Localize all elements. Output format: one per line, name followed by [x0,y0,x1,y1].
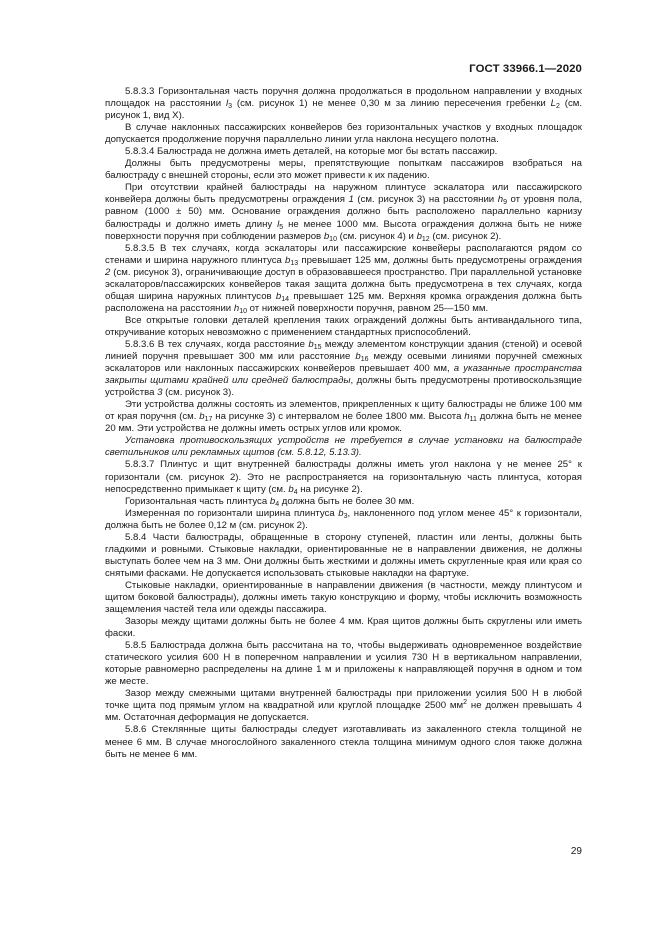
paragraph-5-8-3-4: 5.8.3.4 Балюстрада не должна иметь деталей, на которые мог бы встать пассажир. [125,146,498,158]
paragraph: Все открытые головки деталей крепления таких ограждений должны быть антивандального типа, откручивание которых невозможно с применением стандартных приспособлений. [105,314,582,338]
paragraph-5-8-5: 5.8.5 Балюстрада должна быть рассчитана на то, чтобы выдерживать одновременное воздействие статического усилия 600 Н в поперечном направлении и усилия 730 Н в вертикальном направлении, которые равномерно распределены на длине 1 м и приложены к направляющей поручня в одном и том же месте. [105,640,582,688]
paragraph-5-8-6: 5.8.6 Стеклянные щиты балюстрады следует изготавливать из закаленного стекла толщиной не менее 6 мм. В случае многослойного закаленного стекла толщина минимум одного слоя также должна быть не менее 6 мм. [105,724,582,760]
paragraph: Эти устройства должны состоять из элементов, прикрепленных к щиту балюстрады не ближе 100 мм от края поручня (см. $b_{17}$ на рисунке 3) с интервалом не более 1800 мм. Высота $h_{11}$ должна быть не менее 20 мм. Эти устройства не должны иметь острых углов или кромок. [105,399,582,435]
paragraph-5-8-3-3: 5.8.3.3 Горизонтальная часть поручня должна продолжаться в продольном направлении у входных площадок на расстоянии $l_3$ (см. рисунок 1) не менее 0,30 м за линию пересечения гребенки $L_2$ (см. рисунок 1, вид Х). [105,86,583,122]
paragraph: Измеренная по горизонтали ширина плинтуса $b_3$, наклоненного под углом менее 45° к горизонтали, должна быть не более 0,12 м (см. рисунок 2). [105,507,582,531]
paragraph-5-8-4: 5.8.4 Части балюстрады, обращенные в сторону ступеней, пластин или ленты, должны быть гладкими и ровными. Стыковые накладки, ориентированные не в направлении движения, не должны выступать более чем на 3 мм. Они должны быть жесткими и должны иметь скругленные края или края со снятыми фасками. Не допускается использовать стыковые накладки на фартуке. [105,531,582,579]
paragraph: Зазор между смежными щитами внутренней балюстрады при приложении усилия 500 Н в любой точке щита под прямым углом на квадратной или круглой площадке 2500 $мм^2$ не должен превышать 4 мм. Остаточная деформация не допускается. [105,688,583,724]
paragraph: Зазоры между щитами должны быть не более 4 мм. Края щитов должны быть скруглены или иметь фаски. [105,616,582,640]
paragraph-5-8-3-6: 5.8.3.6 В тех случаях, когда расстояние $b_{15}$ между элементом конструкции здания (стеной) и осевой линией поручня превышает 300 мм или расстояние $b_{16}$ между осевыми линиями поручней смежных эскалаторов или наклонных пассажирских конвейеров превышает 400 мм, а указанные пространства закрыты щитами крайней или средней балюстрады, должны быть предусмотрены противоскользящие устройства 3 (см. рисунок 3). [105,338,582,399]
italic-note: Установка противоскользящих устройств не требуется в случае установки на балюстраде светильников или рекламных щитов (см. 5.8.12, 5.13.3). [105,435,582,459]
paragraph: Горизонтальная часть плинтуса $b_4$ должна быть не более 30 мм. [125,495,415,508]
paragraph: При отсутствии крайней балюстрады на наружном плинтусе эскалатора или пассажирского конвейера должны быть предусмотрены ограждения 1 (см. рисунок 3) на расстоянии $h_9$ от уровня пола, равном (1000 ± 50) мм. Основание ограждения должно быть расположено параллельно карнизу балюстрады и должно иметь длину $l_5$ не менее 1000 мм. Высота ограждения должна быть не ниже поверхности поручня при соблюдении размеров $b_{10}$ (см. рисунок 4) и $b_{12}$ (см. рисунок 2). [105,182,582,243]
standard-header: ГОСТ 33966.1—2020 [469,63,582,75]
paragraph: В случае наклонных пассажирских конвейеров без горизонтальных участков у входных площадок допускается продолжение поручня параллельно линии угла наклона несущего полотна. [105,122,582,146]
paragraph-5-8-3-7: 5.8.3.7 Плинтус и щит внутренней балюстрады должны иметь угол наклона γ не менее 25° к горизонтали (см. рисунок 2). Это не распространяется на горизонтальную часть плинтуса, которая непосредственно примыкает к щиту (см. $b_4$ на рисунке 2). [105,459,582,496]
paragraph: Стыковые накладки, ориентированные в направлении движения (в частности, между плинтусом и щитом боковой балюстрады), должны иметь такую конструкцию и форму, чтобы исключить возможность защемления частей тела или одежды пассажира. [105,579,582,616]
document-body [105,86,582,761]
page-number: 29 [570,846,582,857]
paragraph: Должны быть предусмотрены меры, препятствующие попыткам пассажиров взобраться на балюстраду с внешней стороны, если это может привести к их падению. [105,158,582,182]
paragraph-5-8-3-5: 5.8.3.5 В тех случаях, когда эскалаторы или пассажирские конвейеры располагаются рядом со стенами и ширина наружного плинтуса $b_{13}$ превышает 125 мм, должны быть предусмотрены ограждения 2 (см. рисунок 3), ограничивающие доступ в образовавшееся пространство. При параллельной установке эскалаторов/пассажирских конвейеров такая защита должна быть предусмотрена в тех случаях, когда общая ширина наружных плинтусов $b_{14}$ превышает 125 мм. Верхняя кромка ограждения должна быть расположена на расстоянии $h_{10}$ от нижней поверхности поручня, равном 25—150 мм. [105,242,582,315]
